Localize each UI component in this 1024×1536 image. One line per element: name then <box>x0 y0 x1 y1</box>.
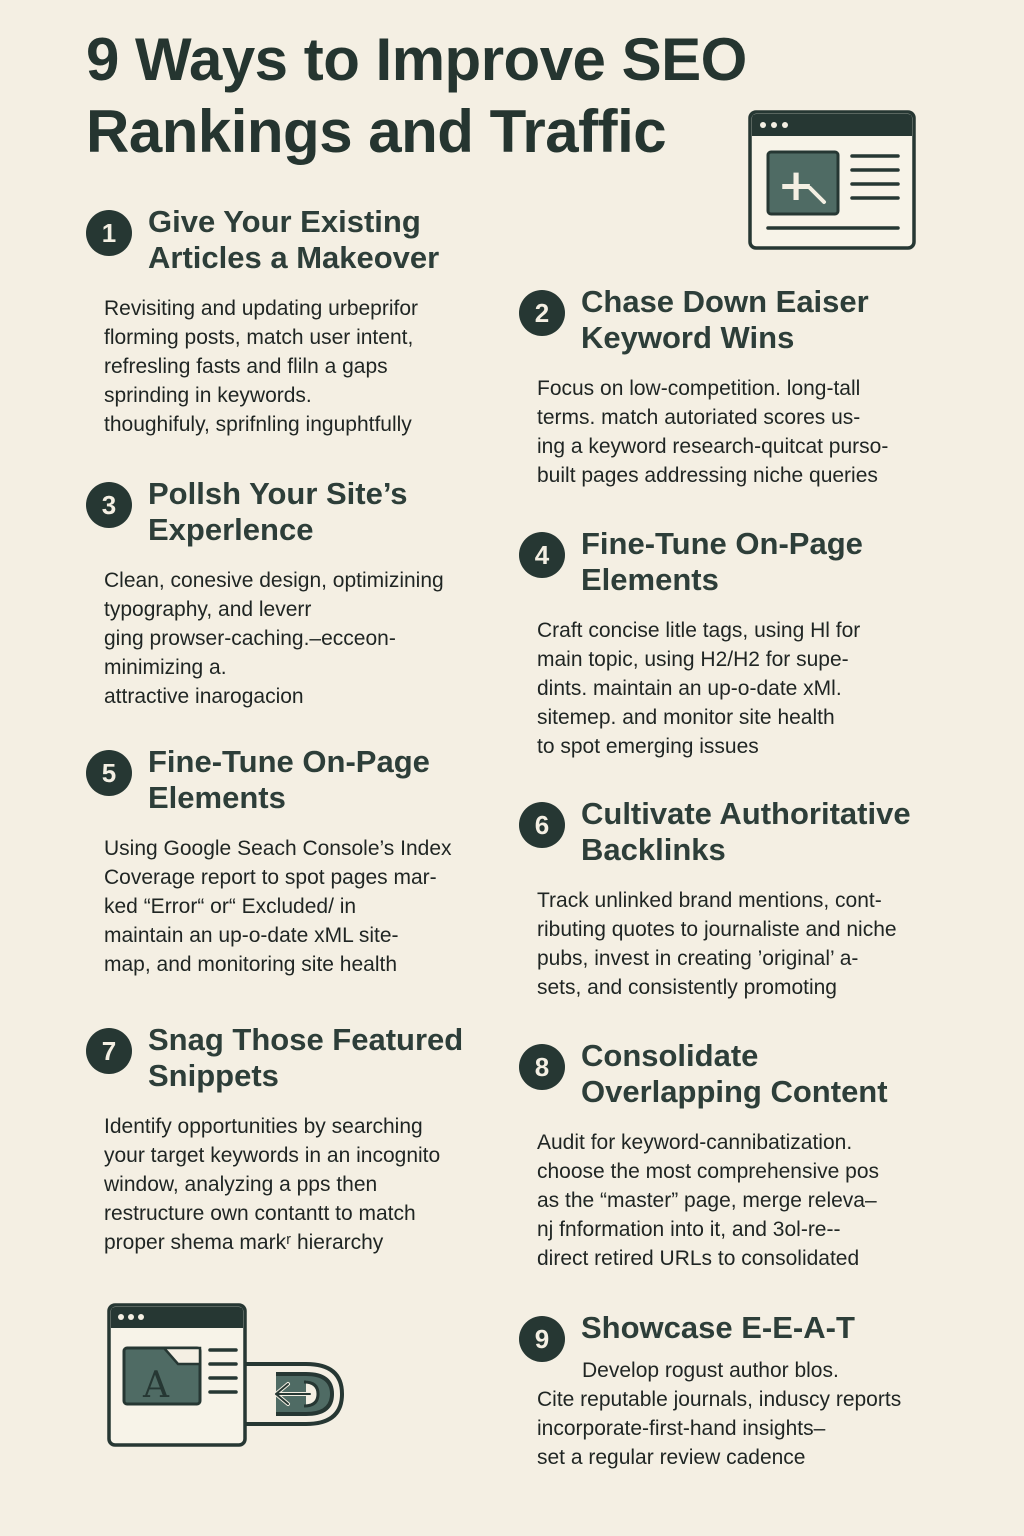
tip-4-description <box>537 616 959 761</box>
tip-6-title-line-1: Cultivate Authoritative <box>581 796 911 831</box>
tip-2-number-badge: 2 <box>519 290 565 336</box>
tip-6-description-line: pubs, invest in creating ’original’ a- <box>537 947 859 970</box>
browser-link-panel-glyph: A <box>143 1365 169 1406</box>
tip-5-title <box>148 744 496 816</box>
tip-9-title <box>581 1310 989 1346</box>
tip-3-description-line: minimizing a. <box>104 656 227 679</box>
tip-8-title <box>581 1038 959 1110</box>
tip-2-title-line-1: Chase Down Eaiser <box>581 284 869 319</box>
tip-4 <box>519 526 959 761</box>
tip-7-description-line: window, analyzing a pps then <box>104 1173 378 1196</box>
tip-6-description-line: ributing quotes to journaliste and niche <box>537 918 897 941</box>
tip-3-header <box>86 476 496 548</box>
tip-8-description-line: nj fnformation into it, and 3ol-re-- <box>537 1218 841 1241</box>
tip-4-title-line-2: Elements <box>581 562 719 597</box>
tip-1-title-line-1: Give Your Existing <box>148 204 421 239</box>
tip-2-description-line: Focus on low-competition. long-tall <box>537 377 861 400</box>
tip-7-title-line-1: Snag Those Featured <box>148 1022 464 1057</box>
tip-9-title-line-1: Showcase E-E-A-T <box>581 1310 855 1345</box>
tip-7-description-line: your target keywords in an incognito <box>104 1144 441 1167</box>
tip-5-title-line-1: Fine-Tune On-Page <box>148 744 430 779</box>
tip-3-description <box>104 566 496 711</box>
tip-8-description-line: direct retired URLs to consolidated <box>537 1247 860 1270</box>
tip-2-description-line: built pages addressing niche queries <box>537 464 878 487</box>
page-title-line-1: 9 Ways to Improve SEO <box>86 26 747 93</box>
tip-4-title-line-1: Fine-Tune On-Page <box>581 526 863 561</box>
tip-7-description <box>104 1112 496 1257</box>
tip-6-description-line: Track unlinked brand mentions, cont- <box>537 889 882 912</box>
tip-6-header <box>519 796 989 868</box>
tip-2-title-line-2: Keyword Wins <box>581 320 795 355</box>
tip-6-title-line-2: Backlinks <box>581 832 726 867</box>
tip-5-description <box>104 834 496 979</box>
tip-9-header <box>519 1310 989 1354</box>
tip-1-description <box>104 294 496 439</box>
tip-9-number-badge: 9 <box>519 1316 565 1362</box>
tip-8-description-line: choose the most comprehensive pos <box>537 1160 880 1183</box>
tip-1-title <box>148 204 496 276</box>
tip-3-description-line: attractive inarogacion <box>104 685 304 708</box>
tip-8-number-badge: 8 <box>519 1044 565 1090</box>
tip-3-title-line-2: Experlence <box>148 512 314 547</box>
browser-panel-glyph: + <box>777 160 815 211</box>
tip-3-description-line: typography, and leverr <box>104 598 312 621</box>
tip-1-description-line: Revisiting and updating urbeprifor <box>104 297 419 320</box>
browser-window-icon <box>748 110 918 252</box>
tip-7 <box>86 1022 496 1257</box>
tip-5-number-badge: 5 <box>86 750 132 796</box>
tip-3-number-badge: 3 <box>86 482 132 528</box>
tip-8-title-line-1: Consolidate <box>581 1038 759 1073</box>
tip-5-description-line: maintain an up-o-date xML site- <box>104 924 399 947</box>
tip-7-description-line: restructure own contantt to match <box>104 1202 416 1225</box>
tip-5-description-line: Using Google Seach Console’s Index <box>104 837 452 860</box>
browser-link-icon <box>106 1302 382 1450</box>
tip-7-description-line: proper shema markʳ hierarchy <box>104 1231 384 1254</box>
tip-2-description-line: ing a keyword research-quitcat purso- <box>537 435 889 458</box>
tip-5-description-line: ked “Error“ or“ Excluded/ in <box>104 895 357 918</box>
tip-5-description-line: map, and monitoring site health <box>104 953 398 976</box>
tip-9-description-line: incorporate-first-hand insights– <box>537 1417 826 1440</box>
tip-1-description-line: florming posts, match user intent, <box>104 326 414 349</box>
page-title <box>86 24 806 168</box>
tip-3-description-line: Clean, conesive design, optimizining <box>104 569 444 592</box>
tip-2 <box>519 284 959 490</box>
tip-7-title <box>148 1022 496 1094</box>
tip-4-description-line: sitemep. and monitor site health <box>537 706 835 729</box>
tip-1-description-line: sprinding in keywords. <box>104 384 312 407</box>
tip-9-description-line: Cite reputable journals, induscy reports <box>537 1388 902 1411</box>
tip-2-title <box>581 284 959 356</box>
tip-8-description-line: Audit for keyword-cannibatization. <box>537 1131 853 1154</box>
tip-8-description-line: as the “master” page, merge releva– <box>537 1189 877 1212</box>
tip-1-description-line: refresling fasts and fliln a gaps <box>104 355 388 378</box>
tip-9 <box>519 1310 989 1472</box>
tip-6 <box>519 796 989 1002</box>
tip-2-description-line: terms. match autoriated scores us- <box>537 406 861 429</box>
tip-6-number-badge: 6 <box>519 802 565 848</box>
tip-1-header <box>86 204 496 276</box>
tip-8-header <box>519 1038 959 1110</box>
tip-1-description-line: thoughifuly, sprifnling inguphtfully <box>104 413 412 436</box>
tip-2-description <box>537 374 959 490</box>
tip-8-title-line-2: Overlapping Content <box>581 1074 888 1109</box>
tip-9-description-line: set a regular review cadence <box>537 1446 806 1469</box>
tip-1-title-line-2: Articles a Makeover <box>148 240 440 275</box>
tip-7-description-line: Identify opportunities by searching <box>104 1115 423 1138</box>
tip-4-description-line: main topic, using H2/H2 for supe- <box>537 648 849 671</box>
tip-9-description-line: Develop rogust author blos. <box>582 1359 839 1382</box>
tip-7-header <box>86 1022 496 1094</box>
tip-5-description-line: Coverage report to spot pages mar- <box>104 866 437 889</box>
tip-3-description-line: ging prowser-caching.–ecceon- <box>104 627 396 650</box>
tip-6-description-line: sets, and consistently promoting <box>537 976 837 999</box>
tip-4-title <box>581 526 959 598</box>
tip-4-description-line: dints. maintain an up-o-date xMl. <box>537 677 842 700</box>
tip-3-title <box>148 476 496 548</box>
tip-8-description <box>537 1128 959 1273</box>
tip-9-description <box>537 1356 989 1472</box>
tip-7-title-line-2: Snippets <box>148 1058 279 1093</box>
tip-4-number-badge: 4 <box>519 532 565 578</box>
tip-3 <box>86 476 496 711</box>
tip-6-description <box>537 886 989 1002</box>
page-title-line-2: Rankings and Traffic <box>86 98 667 165</box>
tip-4-description-line: Craft concise litle tags, using Hl for <box>537 619 861 642</box>
tip-5-title-line-2: Elements <box>148 780 286 815</box>
tip-2-header <box>519 284 959 356</box>
tip-1-number-badge: 1 <box>86 210 132 256</box>
tip-4-description-line: to spot emerging issues <box>537 735 759 758</box>
tip-7-number-badge: 7 <box>86 1028 132 1074</box>
tip-5 <box>86 744 496 979</box>
tip-8 <box>519 1038 959 1273</box>
tip-4-header <box>519 526 959 598</box>
tip-5-header <box>86 744 496 816</box>
tip-3-title-line-1: Pollsh Your Site’s <box>148 476 408 511</box>
tip-6-title <box>581 796 989 868</box>
tip-1 <box>86 204 496 439</box>
